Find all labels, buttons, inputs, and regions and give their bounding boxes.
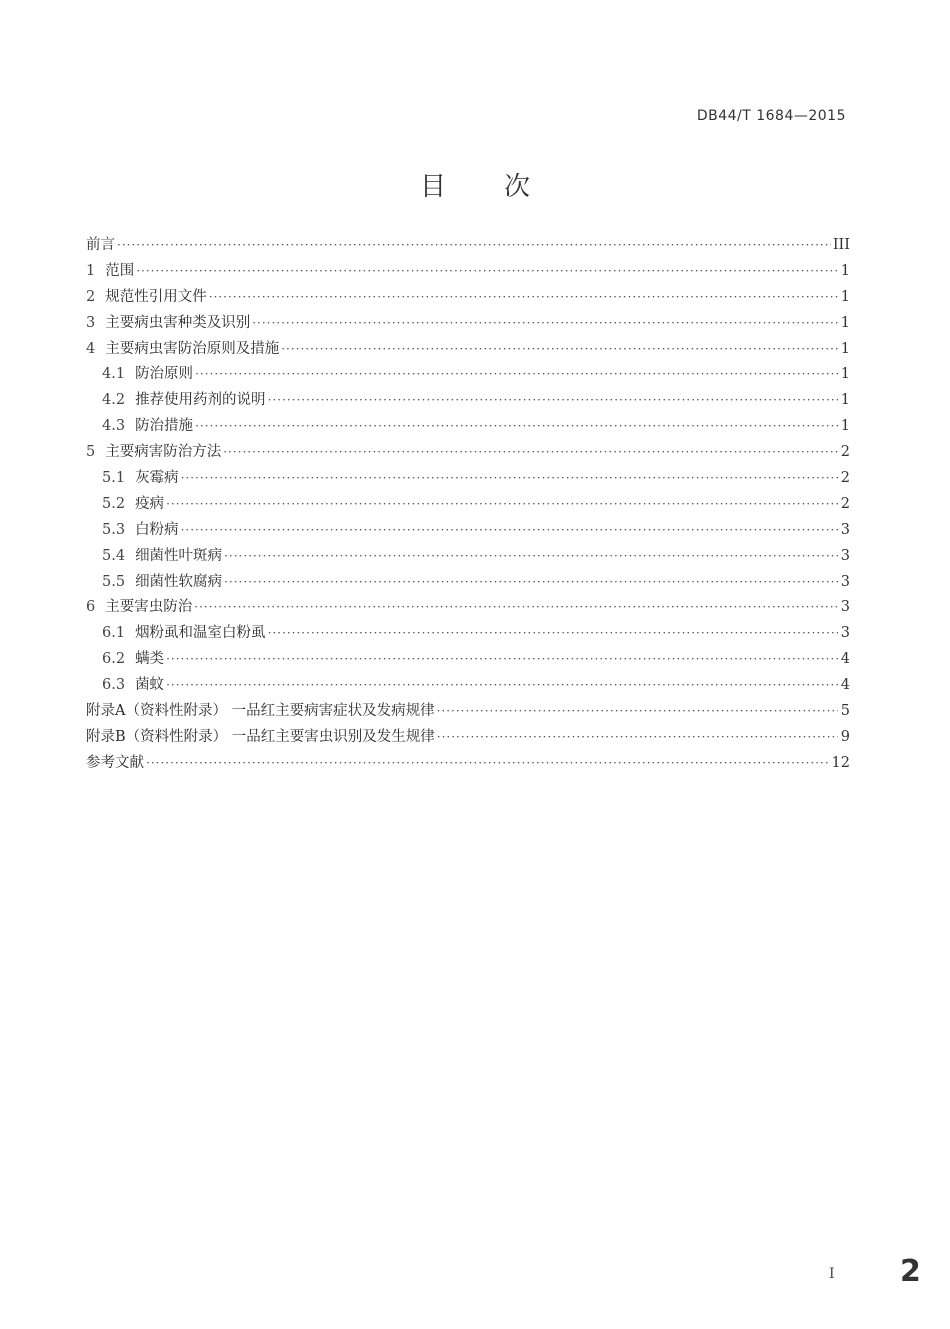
- toc-entry-page: 2: [840, 470, 850, 487]
- toc-entry-label: 规范性引用文件: [105, 288, 207, 305]
- toc-leader-dots: [224, 575, 838, 589]
- toc-entry-page: 9: [840, 728, 850, 745]
- toc-entry-number: 3: [86, 314, 96, 331]
- toc-entry-number: 5.2: [102, 495, 126, 512]
- toc-entry-label: 细菌性叶斑病: [135, 547, 223, 564]
- toc-entry-page: 4: [840, 651, 850, 668]
- toc-entry[interactable]: [86, 337, 850, 363]
- standard-code: DB44/T 1684—2015: [696, 108, 846, 124]
- toc-entry[interactable]: [86, 414, 850, 440]
- toc-entry-number: 4.3: [102, 418, 126, 435]
- toc-leader-dots: [181, 523, 838, 537]
- toc-entry-page: 1: [840, 288, 850, 305]
- toc-entry-number: 6.2: [102, 651, 126, 668]
- toc-leader-dots: [224, 549, 838, 563]
- toc-entry-label: 细菌性软腐病: [135, 573, 223, 590]
- handwritten-page-number: 2: [900, 1254, 921, 1289]
- toc-leader-dots: [281, 342, 838, 356]
- toc-entry-number: 5.3: [102, 521, 126, 538]
- toc-entry[interactable]: [86, 544, 850, 570]
- toc-entry-label: 主要害虫防治: [105, 599, 193, 616]
- toc-entry-label: 前言: [86, 237, 115, 253]
- toc-entry-label: 附录B（资料性附录） 一品红主要害虫识别及发生规律: [86, 728, 435, 745]
- toc-leader-dots: [117, 238, 831, 252]
- toc-entry-page: 3: [840, 599, 850, 616]
- toc-entry-page: 1: [840, 392, 850, 409]
- toc-entry-number: 5.5: [102, 573, 126, 590]
- toc-leader-dots: [181, 471, 838, 485]
- toc-entry-number: 4.1: [102, 366, 126, 383]
- toc-entry-page: 1: [840, 418, 850, 435]
- toc-entry-page: 5: [840, 703, 850, 720]
- toc-entry-number: 1: [86, 262, 96, 279]
- toc-leader-dots: [146, 756, 830, 770]
- toc-leader-dots: [195, 419, 838, 433]
- toc-entry-page: 4: [840, 677, 850, 694]
- toc-entry-label: 主要病害防治方法: [105, 444, 222, 461]
- toc-entry-page: 2: [840, 495, 850, 512]
- toc-entry[interactable]: [86, 673, 850, 699]
- toc-entry-number: 4.2: [102, 392, 126, 409]
- toc-entry-number: 6.3: [102, 677, 126, 694]
- toc-entry-label: 主要病虫害种类及识别: [105, 314, 251, 331]
- toc-leader-dots: [194, 600, 838, 614]
- toc-entry-label: 白粉病: [135, 521, 179, 538]
- toc-leader-dots: [268, 393, 838, 407]
- toc-leader-dots: [166, 652, 838, 666]
- toc-entry[interactable]: [86, 440, 850, 466]
- toc-leader-dots: [209, 290, 838, 304]
- toc-entry-page: 1: [840, 340, 850, 357]
- toc-entry[interactable]: [86, 595, 850, 621]
- toc-entry-label: 螨类: [135, 651, 165, 668]
- toc-entry-page: 1: [840, 366, 850, 383]
- toc-entry[interactable]: [86, 285, 850, 311]
- toc-entry-page: 12: [831, 754, 850, 771]
- toc-entry-number: 5.4: [102, 547, 126, 564]
- toc-entry-number: 5: [86, 444, 96, 461]
- toc-leader-dots: [166, 678, 838, 692]
- toc-entry-number: 2: [86, 288, 96, 305]
- toc-entry-label: 范围: [105, 262, 135, 279]
- toc-entry[interactable]: [86, 570, 850, 596]
- toc-entry-page: 3: [840, 625, 850, 642]
- toc-entry-label: 推荐使用药剂的说明: [135, 392, 266, 409]
- toc-entry[interactable]: [86, 725, 850, 751]
- toc-entry[interactable]: [86, 621, 850, 647]
- toc-leader-dots: [166, 497, 838, 511]
- toc-entry-label: 烟粉虱和温室白粉虱: [135, 625, 266, 642]
- toc-entry-number: 6: [86, 599, 96, 616]
- toc-entry-page: 2: [840, 444, 850, 461]
- toc-entry[interactable]: [86, 311, 850, 337]
- toc-entry-page: 1: [840, 314, 850, 331]
- toc-entry[interactable]: [86, 751, 850, 777]
- toc-leader-dots: [195, 367, 838, 381]
- toc-entry-label: 防治原则: [135, 366, 194, 383]
- toc-entry[interactable]: [86, 492, 850, 518]
- toc-entry[interactable]: [86, 362, 850, 388]
- toc-entry[interactable]: [86, 233, 850, 259]
- table-of-contents: [86, 233, 850, 777]
- toc-entry-label: 主要病虫害防治原则及措施: [105, 340, 280, 357]
- toc-entry-label: 菌蚊: [135, 677, 165, 694]
- toc-entry-label: 参考文献: [86, 754, 144, 771]
- toc-leader-dots: [252, 316, 838, 330]
- toc-entry[interactable]: [86, 647, 850, 673]
- toc-leader-dots: [437, 704, 838, 718]
- toc-entry-number: 4: [86, 340, 96, 357]
- footer-page-number: I: [829, 1266, 835, 1282]
- toc-entry-label: 疫病: [135, 495, 165, 512]
- toc-entry-page: 3: [840, 521, 850, 538]
- toc-entry-page: 1: [840, 262, 850, 279]
- toc-leader-dots: [136, 264, 838, 278]
- toc-leader-dots: [268, 626, 838, 640]
- page-title: 目次: [419, 172, 588, 202]
- toc-leader-dots: [437, 730, 838, 744]
- toc-entry-number: 5.1: [102, 470, 126, 487]
- toc-entry-page: III: [832, 237, 850, 253]
- toc-entry-label: 防治措施: [135, 418, 194, 435]
- toc-entry[interactable]: [86, 388, 850, 414]
- toc-entry-page: 3: [840, 573, 850, 590]
- toc-entry[interactable]: [86, 699, 850, 725]
- toc-entry[interactable]: [86, 466, 850, 492]
- toc-entry-number: 6.1: [102, 625, 126, 642]
- toc-entry[interactable]: [86, 518, 850, 544]
- toc-entry-label: 附录A（资料性附录） 一品红主要病害症状及发病规律: [86, 703, 435, 720]
- toc-entry-page: 3: [840, 547, 850, 564]
- toc-entry-label: 灰霉病: [135, 470, 179, 487]
- toc-entry[interactable]: [86, 259, 850, 285]
- toc-leader-dots: [223, 445, 838, 459]
